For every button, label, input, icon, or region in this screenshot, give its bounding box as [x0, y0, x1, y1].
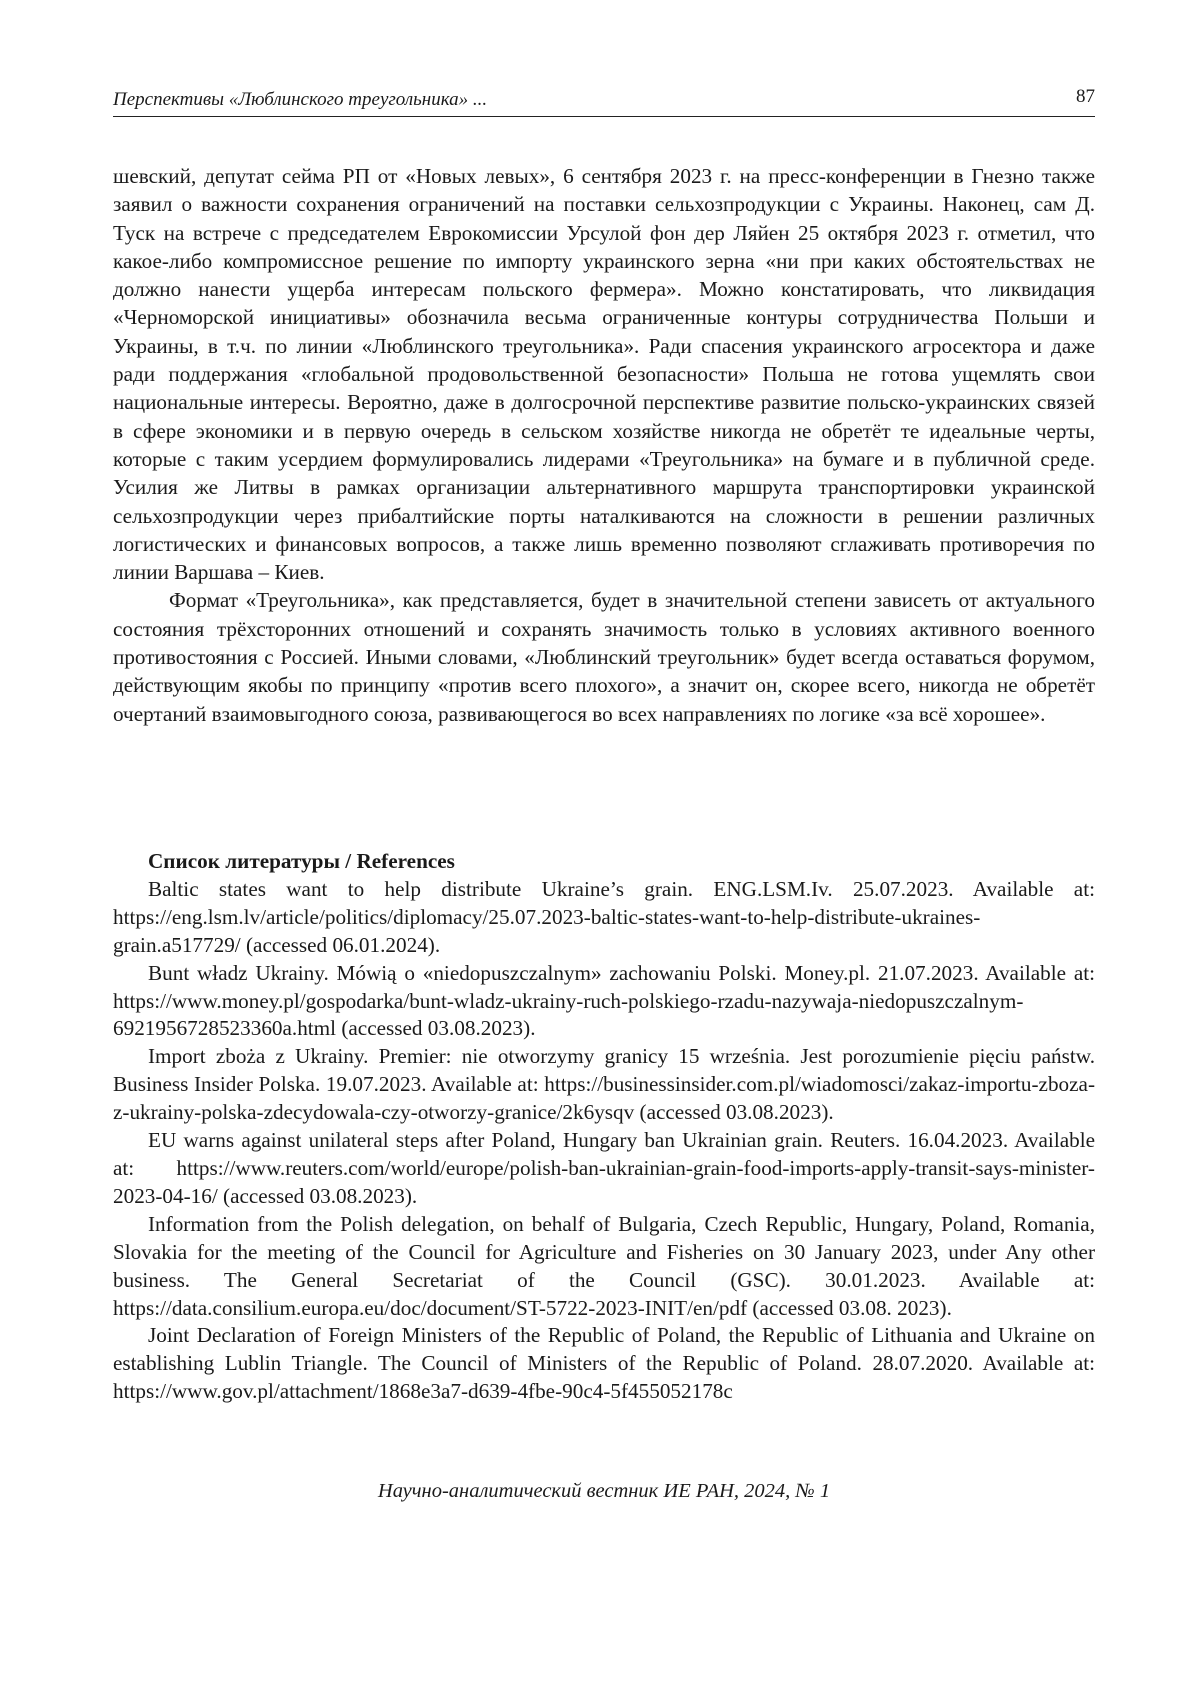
reference-item: Information from the Polish delegation, on behalf of Bulgaria, Czech Republic, Hungary, Poland, Romania, Slovakia for the meeting of the Council for Agriculture and Fisheries on 30 January 2023, under Any other business. The General Secretariat of the Council (GSC). 30.01.2023. Available at: https://data.consilium.europa.eu/doc/document/ST-5722-2023-INIT/en/pdf (accessed 03.08. 2023).: [113, 1211, 1095, 1320]
body-text: [113, 162, 1095, 728]
reference-item: Import zboża z Ukrainy. Premier: nie otworzymy granicy 15 września. Jest porozumienie pięciu państw. Business Insider Polska. 19.07.2023. Available at: https://businessinsider.com.pl/wiadomosci/zakaz-importu-zboza-z-ukrainy-polska-zdecydowala-czy-otworzy-granice/2k6ysqv (accessed 03.08.2023).: [113, 1044, 1095, 1125]
reference-item: Baltic states want to help distribute Ukraine’s grain. ENG.LSM.Iv. 25.07.2023. Available at: https://eng.lsm.lv/article/politics/diplomacy/25.07.2023-baltic-states-want-to-help-distribute-ukraines-grain.a517729/ (accessed 06.01.2024).: [113, 876, 1095, 957]
body-paragraph: Формат «Треугольника», как представляется, будет в значительной степени зависеть от актуального состояния трёхсторонних отношений и сохранять значимость только в условиях активного военного противостояния с Россией. Иными словами, «Люблинский треугольник» будет всегда оставаться форумом, действующим якобы по принципу «против всего плохого», а значит он, скорее всего, никогда не обретёт очертаний взаимовыгодного союза, развивающегося во всех направлениях по логике «за всё хорошее».: [113, 588, 1095, 726]
running-title: Перспективы «Люблинского треугольника» ...: [113, 89, 488, 110]
page-number: 87: [1076, 86, 1095, 107]
references-section: [113, 848, 1095, 1406]
body-paragraph: шевский, депутат сейма РП от «Новых левых», 6 сентября 2023 г. на пресс-конференции в Гнезно также заявил о важности сохранения ограничений на поставки сельхозпродукции с Украины. Наконец, сам Д. Туск на встрече с председателем Еврокомиссии Урсулой фон дер Ляйен 25 октября 2023 г. отметил, что какое-либо компромиссное решение по импорту украинского зерна «ни при каких обстоятельствах не должно нанести ущерба интересам польского фермера». Можно констатировать, что ликвидация «Черноморской инициативы» обозначила весьма ограниченные контуры сотрудничества Польши и Украины, в т.ч. по линии «Люблинского треугольника». Ради спасения украинского агросектора и даже ради поддержания «глобальной продовольственной безопасности» Польша не готова ущемлять свои национальные интересы. Вероятно, даже в долгосрочной перспективе развитие польско-украинских связей в сфере экономики и в первую очередь в сельском хозяйстве никогда не обретёт те идеальные черты, которые с таким усердием формулировались лидерами «Треугольника» на бумаге и в публичной среде. Усилия же Литвы в рамках организации альтернативного маршрута транспортировки украинской сельхозпродукции через прибалтийские порты наталкиваются на сложности в решении различных логистических и финансовых вопросов, а также лишь временно позволяют сглаживать противоречия по линии Варшава – Киев.: [113, 164, 1095, 585]
reference-item: Bunt władz Ukrainy. Mówią o «niedopuszczalnym» zachowaniu Polski. Money.pl. 21.07.2023. Available at: https://www.money.pl/gospodarka/bunt-wladz-ukrainy-ruch-polskiego-rzadu-nazywaja-niedopuszczalnym-6921956728523360a.html (accessed 03.08.2023).: [113, 960, 1095, 1041]
reference-item: EU warns against unilateral steps after Poland, Hungary ban Ukrainian grain. Reuters. 16.04.2023. Available at: https://www.reuters.com/world/europe/polish-ban-ukrainian-grain-food-imports-apply-transit-says-minister-2023-04-16/ (accessed 03.08.2023).: [113, 1128, 1095, 1208]
references-heading: Список литературы / References: [148, 849, 455, 873]
running-header: [113, 82, 1095, 117]
journal-footer: Научно-аналитический вестник ИЕ РАН, 2024, № 1: [377, 1480, 831, 1502]
reference-item: Joint Declaration of Foreign Ministers of the Republic of Poland, the Republic of Lithuania and Ukraine on establishing Lublin Triangle. The Council of Ministers of the Republic of Poland. 28.07.2020. Available at: https://www.gov.pl/attachment/1868e3a7-d639-4fbe-90c4-5f455052178c: [113, 1323, 1095, 1404]
